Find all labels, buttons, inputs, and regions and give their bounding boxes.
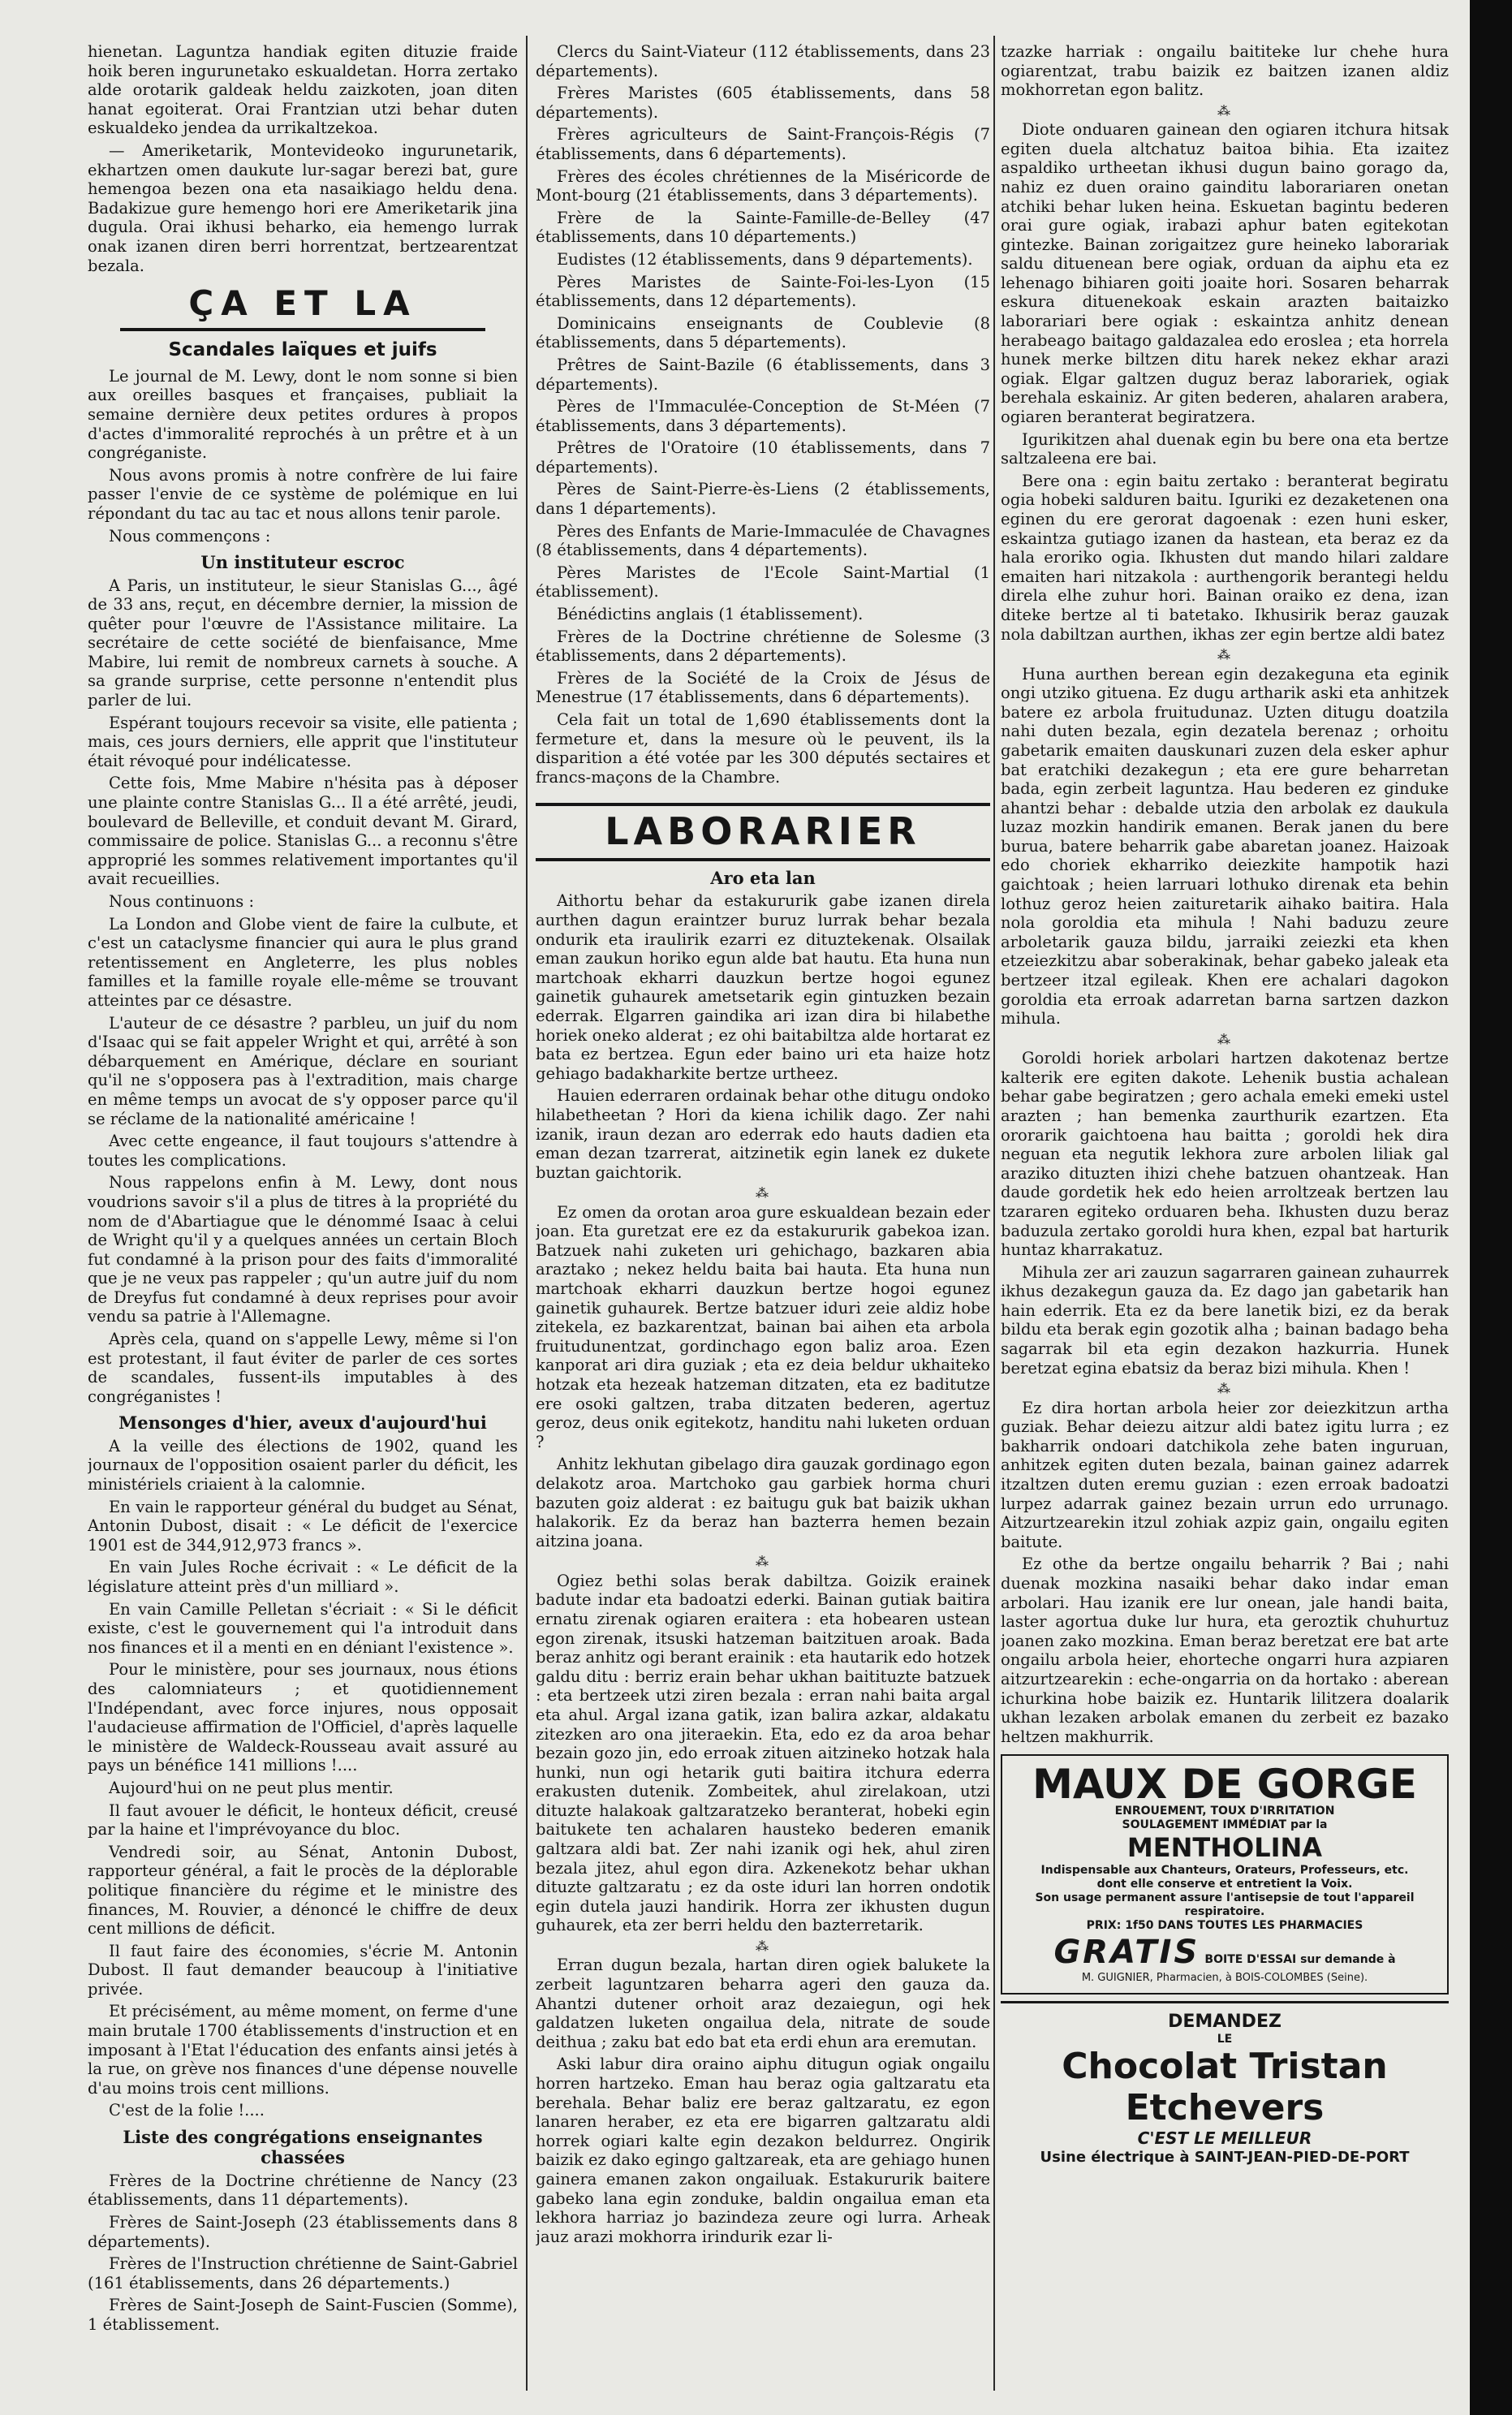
ad-text: BOITE D'ESSAI sur demande à: [1204, 1952, 1396, 1966]
paragraph: Il faut avouer le déficit, le honteux déficit, creusé par la haine et l'imprévoyance du bloc.: [88, 1800, 518, 1839]
paragraph: hienetan. Laguntza handiak egiten dituzie fraide hoik beren ingurunetako eskualdetan. Horra zertako alde orotarik galdeak heldu zaizkoten, joan diten hanat egoiterat. Orai Frantzian utzi behar duten eskualdeko jendea da urrikaltzekoa.: [88, 42, 518, 138]
list-item: Frères de la Société de la Croix de Jésus de Menestrue (17 établissements, dans 6 départements).: [536, 668, 990, 707]
paragraph: L'auteur de ce désastre ? parbleu, un juif du nom d'Isaac qui se fait appeler Wright et qui, arrêté à son débarquement en Amérique, déclare en souriant qu'il ne s'opposera pas à l'extradition, mais charge en même temps un avocat de s'y opposer parce qu'il se réclame de la nationalité américaine !: [88, 1013, 518, 1128]
paragraph: Hauien ederraren ordainak behar othe ditugu ondoko hilabetheetan ? Hori da kiena ichilik dago. Zer nahi izanik, iraun dezan aro ederrak edo hauts dadien eta eman dezan tzarrerat, aitzinetik egin lanek ez dukete buztan gaichtorik.: [536, 1086, 990, 1182]
ad-address: Usine électrique à SAINT-JEAN-PIED-DE-PORT: [1040, 2148, 1410, 2166]
list-item: Frère de la Sainte-Famille-de-Belley (47 établissements, dans 10 départements.): [536, 208, 990, 247]
rubric-bar: [120, 328, 485, 331]
ad-text: Son usage permanent assure l'antisepsie de tout l'appareil respiratoire.: [1035, 1891, 1415, 1918]
column-left: [88, 42, 518, 2391]
paragraph: Huna aurthen berean egin dezakeguna eta eginik ongi utziko gituena. Ez dugu artharik aski eta anhitzek batere ez arbola fruitudunaz. Uzten ditugu doatzila nahi duten bezala, egin dezatela berenaz ; orhoitu gabetarik emaiten dauskunari zuzen dela esker aphur bat eratchiki dezakegun ; eta ere gure beharretan bada, egin zerbeit laguntza. Hau bederen ez ginduke ahantzi behar : debalde utzia den arbolak ez daukula luzaz mozkin handirik emanen. Berak janen du bere burua, batere beharrik gabe abaretan joanez. Haizoak edo choriek ekharriko deiezkite hampotik hazi gaichtoak ; heien larruari lothuko direnak eta behin lothuz geroz heien zaituretarik aihako baitira. Hala nola goroldia eta mihula ! Nahi baduzu zeure arboletarik gauza bildu, jarraiki zeiezki eta khen etzeiezkitzu abar soberakinak, behar gabeko jaleak eta bertzeer itzal egileak. Khen ere achalari dagokon goroldia eta erroak adarretan barna sartzen dazkon mihula.: [1001, 664, 1449, 1029]
list-item: Bénédictins anglais (1 établissement).: [557, 605, 864, 624]
list-item: Frères de Saint-Joseph (23 établissements dans 8 départements).: [88, 2213, 518, 2251]
asterism-icon: ⁂: [1217, 1381, 1232, 1397]
paragraph: Et précisément, au même moment, on ferme d'une main brutale 1700 établissements d'instruction et en imposant à l'Etat l'éducation des enfants ainsi jetés à la rue, on grève nos finances d'une dépense nouvelle d'au moins trois cent millions.: [88, 2002, 518, 2098]
advertisement-mentholina: [1001, 1754, 1449, 1994]
asterism-icon: ⁂: [756, 1185, 770, 1201]
list-item: Clercs du Saint-Viateur (112 établissements, dans 23 départements).: [536, 42, 990, 80]
list-item: Pères Maristes de Sainte-Foi-les-Lyon (15 établissements, dans 12 départements).: [536, 272, 990, 311]
paragraph: En vain Jules Roche écrivait : « Le déficit de la législature atteint près d'un milliard ».: [88, 1558, 518, 1597]
list-item: Frères agriculteurs de Saint-François-Régis (7 établissements, dans 6 départements).: [536, 125, 990, 163]
paragraph: Aithortu behar da estakururik gabe izanen direla aurthen dagun eraintzer buruz lurrak behar bezala ondurik eta iraulirik ezarri ez dituztekenak. Olsailak eman zaukun horiko egun alde bat hautu. Eta huna nun martchoak ekharri dauzkun bertze hogoi egunez gainetik guhaurek ametsetarik egin gintuzken bezain ederrak. Elgarren gaindika ari izan dira bi hilabethe horiek oneko alderat ; ez ohi baitabiltza alde hortarat ez bata ez bertzea. Egun eder baino uri eta haize hotz gehiago badakharkite bertze urtheez.: [536, 891, 990, 1083]
paragraph: Nous commençons :: [109, 526, 271, 546]
list-item: Frères Maristes (605 établissements, dans 58 départements).: [536, 84, 990, 122]
paragraph: Cela fait un total de 1,690 établissements dont la fermeture et, dans la mesure où le peuvent, ils la disparition a été votée par les 300 députés sectaires et francs-maçons de la Chambre.: [536, 710, 990, 787]
paragraph: Diote onduaren gainean den ogiaren itchura hitsak egiten duela altchatuz baitoa bihia. Eta izaitez aspaldiko urtheetan ikhusi dugun baino gorago da, nahiz ez duen oraino gainditu laborariaren onetan atchiki behar luken heina. Eskuetan bagintu bederen orai gure ogiak, irabazi aphur baten egitekotan gintezke. Bainan zorigaitzez gure heineko laborariak saldu dituenean bere ogiak, orduan da aiphu eta ez lehenago bihiaren goiti joaite hori. Sosaren beharrak eskura dituenekoak eskain arazten baitaizko laborariari bere ogiak : eskaintza anhitz denean herabeago baitago galdazalea edo eroslea ; eta horrela hunek merke biltzen ditu harek nekez ekhar arazi ogiak. Elgar galtzen duguz beraz laborariek, ogiak berehala eskainiz. Ar giten bederen, ahalaren arabera, ogiaren beranterat begiratzera.: [1001, 120, 1449, 427]
ad-text: Indispensable aux Chanteurs, Orateurs, Professeurs, etc.: [1040, 1863, 1409, 1877]
list-item: Pères de Saint-Pierre-ès-Liens (2 établissements, dans 1 départements).: [536, 480, 990, 519]
section-heading: Aro eta lan: [710, 868, 816, 889]
section-heading: Liste des congrégations enseignantes chassées: [123, 2127, 483, 2168]
column-right: [1001, 42, 1449, 2391]
paragraph: C'est de la folie !....: [109, 2101, 265, 2120]
paragraph: Ez othe da bertze ongailu beharrik ? Bai ; nahi duenak mozkina nasaiki behar dako indar eman arbolari. Hau izanik ere lur onean, jale handi baita, laster agortua duke lur hura, eta geroztik chuhurtuz joanen zako mozkina. Eman beraz beretzat ere bat arte ongailu arbola heier, ehorteche ongarri hura azpiaren aitzurtzearekin : eche-ongarria on da hortako : aberean ichurkina hobe baizik ez. Huntarik lilitzera doalarik ukhan lezaken arbolak emanen du zerbeit ez bazako heltzen makhurrik.: [1001, 1555, 1449, 1746]
rubric-text: ÇA ET LA: [188, 283, 417, 324]
paragraph: Anhitz lekhutan gibelago dira gauzak gordinago egon delakotz aroa. Martchoko gau garbiek horma churi bazuten goiz alderat : ez baitugu guk bat baizik ukhan halakorik. Ez da beraz han bazterra hemen bezain aitzina joana.: [536, 1455, 990, 1550]
paragraph: Goroldi horiek arbolari hartzen dakotenaz bertze kalterik ere egiten dakote. Lehenik bustia achalean behar gabe begiratzen ; gero achala emeki emeki ustel arazten ; han bemenka zaurthurik ezartzen. Eta ororarik gaichtoena hau baitta ; goroldi hek dira neguan eta negutik lekhora zure arbolen liliak gal araziko dituzten ihizi chehe batzuen ohantzeak. Han daude gordetik hek edo heien arroltzeak bertzen lau tzararen egiteko orduaren beha. Ikhusten duzu beraz baduzula zertako goroldi hura khen, ezpal bat harturik huntaz kharrakatuz.: [1001, 1049, 1449, 1260]
paragraph: Le journal de M. Lewy, dont le nom sonne si bien aux oreilles basques et françaises, publiait la semaine dernière deux petites ordures à propos d'actes d'immoralité reprochés à un prêtre et à un congréganiste.: [88, 366, 518, 463]
paragraph: Il faut faire des économies, s'écrie M. Antonin Dubost. Il faut demander beaucoup à l'initiative privée.: [88, 1941, 518, 1999]
list-item: Dominicains enseignants de Coublevie (8 établissements, dans 5 départements).: [536, 313, 990, 352]
asterism-icon: ⁂: [1217, 102, 1232, 119]
paragraph: Espérant toujours recevoir sa visite, elle patienta ; mais, ces jours derniers, elle apprit que l'instituteur était révoqué pour indélicatesse.: [88, 713, 518, 770]
column-rule: [993, 36, 995, 2391]
paragraph: Aski labur dira oraino aiphu ditugun ogiak ongailu horren hartzeko. Eman hau beraz ogia galtzaratu eta berehala. Behar baliz ere beraz galtzaratu, ez egon lanaren heraber, ez eta ere bigarren galtzaratu aldi horrek ogiari kalte egin dezakon beldurrez. Ongirik baizik ez dako egingo galtzareak, eta are gehiago hunen gainera emanen zakon ongailuak. Estakururik baitere gabeko lana egin zonduke, baldin ongailua eman eta lekhora harriaz jo bazindeza zeure ogi lurra. Arheak jauz arazi mokhorra irindurik ezar li-: [536, 2055, 990, 2246]
asterism-icon: ⁂: [1217, 647, 1232, 663]
ad-text: ENROUEMENT, TOUX D'IRRITATION: [1114, 1805, 1335, 1818]
paragraph: Ogiez bethi solas berak dabiltza. Goizik erainek badute indar eta badoatzi ederki. Bainan gutiak baitira ernatu zirenak ogiaren eraitera : eta hobearen ustean egon zirenak, itsuski hatzeman baitzituen aroak. Bada beraz anhitz ogi berant erainik : eta hautarik edo hotzek galdu ditu : berriz erain behar ukhan baitituzte batzuek : eta bertzeek utzi ziren bezala : erran nahi baita argal eta ahul. Argal izana gatik, izan balira azkar, aldakatu zitezken aro ona jiteraekin. Eta, edo ez da aroa behar bezain gozo jin, edo erroak zituen aitzineko hotzak hala hunki, nun ogi hetarik guti baitira itchura ederra erakusten dutenik. Zombeitek, ahul zirelakoan, utzi dituzte halakoak galtzaratzeko beranterat, hobeki egin baitukete ten achalaren hausteko bederen emanik galtzara aldi bat. Zer nahi izanik ogi hek, ahul ziren bezala jitez, ahul egon dira. Azkenekotz behar ukhan dituzte galtzaratu ; ez da oste iduri lan horren ondotik egin dutela jauzi handirik. Horra zer ikhusten dugun guhaurek, eta zer berri heldu den bazterretarik.: [536, 1571, 990, 1935]
section-heading: Mensonges d'hier, aveux d'aujourd'hui: [118, 1412, 487, 1434]
ad-gratis: GRATIS: [1053, 1933, 1200, 1971]
paragraph: Bere ona : egin baitu zertako : beranterat begiratu ogia hobeki salduren baitu. Iguriki ez dezaketenen ona eginen du ere gerorat dagoenak : ezen huni esker, eskaintza gutiago izanen da hastean, eta beraz ez da hala eroriko ogia. Ikhusten dut mando hilari zaldare emaiten hari nitzakola : aurthengorik berantegi heldu direla elhe zuhur hori. Bainan oraiko ez dena, izan diteke bertze al ti batetako. Ikhusirik beraz gauzak nola dabiltzan aurthen, ikhas zer egin bertze aldi batez: [1001, 471, 1449, 644]
paragraph: La London and Globe vient de faire la culbute, et c'est un cataclysme financier qui aura le plus grand retentissement en Angleterre, les plus nobles familles et la famille royale elle-même se trouvant atteintes par ce désastre.: [88, 914, 518, 1010]
list-item: Frères de la Doctrine chrétienne de Solesme (3 établissements, dans 2 départements).: [536, 627, 990, 666]
ad-headline: MAUX DE GORGE: [1032, 1761, 1417, 1809]
paragraph: A Paris, un instituteur, le sieur Stanislas G..., âgé de 33 ans, reçut, en décembre dernier, la mission de quêter pour l'œuvre de l'Assistance militaire. La secrétaire de cette société de bienfaisance, Mme Mabire, lui remit de nombreux carnets à souche. A sa grande surprise, cette personne n'entendit plus parler de lui.: [88, 576, 518, 710]
paragraph: Après cela, quand on s'appelle Lewy, même si l'on est protestant, il faut éviter de parler de ces sortes de scandales, fussent-ils imputables à des congréganistes !: [88, 1330, 518, 1406]
paragraph: Mihula zer ari zauzun sagarraren gainean zuhaurrek ikhus dezakegun gauza da. Ez dago jan gabetarik han hain ederrik. Eta ez da bere lanetik bizi, ez da berak bildu eta berak egin gozotik alha ; bainan badago beha sagarrak bil eta egin dezakon hazkurria. Hunek beretzat egina ebatsiz da beraz bizi mihula. Khen !: [1001, 1262, 1449, 1378]
paragraph: Vendredi soir, au Sénat, Antonin Dubost, rapporteur général, a fait le procès de la déplorable politique financière du régime et le ministre des finances, M. Rouvier, a dénoncé le chiffre de deux cent millions de déficit.: [88, 1842, 518, 1938]
list-item: Prêtres de Saint-Bazile (6 établissements, dans 3 départements).: [536, 355, 990, 394]
paragraph: A la veille des élections de 1902, quand les journaux de l'opposition osaient parler du déficit, les ministériels criaient à la calomnie.: [88, 1436, 518, 1494]
ad-price: PRIX: 1f50 DANS TOUTES LES PHARMACIES: [1086, 1918, 1363, 1932]
ad-text: dont elle conserve et entretient la Voix.: [1096, 1877, 1353, 1891]
article-title: Scandales laïques et juifs: [168, 339, 437, 360]
column-rule: [526, 36, 528, 2391]
paragraph: Igurikitzen ahal duenak egin bu bere ona eta bertze saltzaleena ere bai.: [1001, 429, 1449, 468]
ad-text: DEMANDEZ: [1168, 2011, 1282, 2032]
list-item: Pères de l'Immaculée-Conception de St-Méen (7 établissements, dans 3 départements).: [536, 397, 990, 435]
paragraph: En vain Camille Pelletan s'écriait : « Si le déficit existe, c'est le gouvernement qui l'a introduit dans nos finances et il a menti en en déniant l'existence ».: [88, 1599, 518, 1657]
asterism-icon: ⁂: [756, 1938, 770, 1955]
paragraph: Nous continuons :: [109, 892, 255, 912]
paragraph: Erran dugun bezala, hartan diren ogiek balukete la zerbeit laguntzaren beharra ageri den gauza da. Ahantzi dutener orhoit araz dezaiegun, ogi hek galdatzen luketen ongailua dela, nitrate de soude deithua ; zaku bat edo bat eta erdi ehun ara eremutan.: [536, 1956, 990, 2051]
paragraph: Aujourd'hui on ne peut plus mentir.: [109, 1778, 394, 1797]
page-edge: [1470, 0, 1512, 2415]
list-item: Frères de l'Instruction chrétienne de Saint-Gabriel (161 établissements, dans 26 départements.): [88, 2254, 518, 2292]
asterism-icon: ⁂: [756, 1554, 770, 1570]
ad-gratis-row: [1009, 1933, 1441, 1972]
paragraph: — Ameriketarik, Montevideoko ingurunetarik, ekhartzen omen daukute lur-sagar berezi bat, gure hemengoa bezen ona eta nasaikiago heldu dena. Badakizue gure hemengo hori ere Ameriketarik jina dugula. Orai ikhusi beharko, eia hemengo lurrak onak izanen diren berri horrentzat, bertzearentzat bezala.: [88, 140, 518, 275]
paragraph: Cette fois, Mme Mabire n'hésita pas à déposer une plainte contre Stanislas G... Il a été arrêté, jeudi, boulevard de Belleville, et conduit devant M. Girard, commissaire de police. Stanislas G... a reconnu s'être approprié les sommes relativement importantes qu'il avait recueillies.: [88, 774, 518, 889]
paragraph: Nous avons promis à notre confrère de lui faire passer l'envie de ce système de polémique en lui répondant du tac au tac et nous allons tenir parole.: [88, 465, 518, 523]
list-item: Prêtres de l'Oratoire (10 établissements, dans 7 départements).: [536, 438, 990, 477]
paragraph: Ez omen da orotan aroa gure eskualdean bezain eder joan. Eta guretzat ere ez da estakururik gabekoa izan. Batzuek nahi zuketen uri gehichago, bazkaren abia araztako ; nekez heldu baita bai hauta. Eta huna nun martchoak ekharri dauzkun bertze hogoi egunez gainetik guhaurek. Bertze batzuer iduri zeie aldiz hobe zitekela, ez bazkarentzat, bainan bai aihen eta arbola fruitudunentzat, gordinchago egon baliz aroa. Ezen kanporat ari dira guziak ; eta ez deia beldur ukhaiteko hotzak eta hezeak hatzeman ditzaten, eta ez baditutze ere osoki galtzen, traba ditzaten bederen, agertuz geroz, deus onik egitekotz, handitu nahi luketen orduan ?: [536, 1202, 990, 1451]
asterism-icon: ⁂: [1217, 1031, 1232, 1047]
ad-product-name: Chocolat Tristan Etchevers: [1062, 2046, 1388, 2128]
paragraph: Ez dira hortan arbola heier zor deiezkitzun artha guziak. Behar deiezu aitzur aldi batez igitu lurra ; ez bakharrik ondoari datchikola zehe baten inguruan, anhitzek egiten duten bezala, bainan gainez adarrek itzaltzen duten eremu guzian : ezen erroak badoatzi lurpez adarrak gainez bezain urrun edo urrunago. Aitzurtzearekin itzul zohiak azpiz gain, ongailu egiten baitute.: [1001, 1398, 1449, 1551]
paragraph: Avec cette engeance, il faut toujours s'attendre à toutes les complications.: [88, 1132, 518, 1170]
list-item: Eudistes (12 établissements, dans 9 départements).: [557, 249, 973, 269]
ad-text: SOULAGEMENT IMMÉDIAT par la: [1122, 1818, 1328, 1832]
ad-product-name: MENTHOLINA: [1126, 1832, 1323, 1864]
list-item: Pères Maristes de l'Ecole Saint-Martial (1 établissement).: [536, 563, 990, 602]
ad-address: M. GUIGNIER, Pharmacien, à BOIS-COLOMBES (Seine).: [1081, 1971, 1368, 1984]
list-item: Pères des Enfants de Marie-Immaculée de Chavagnes (8 établissements, dans 4 départements).: [536, 521, 990, 560]
paragraph: Nous rappelons enfin à M. Lewy, dont nous voudrions savoir s'il a plus de titres à la propriété du nom de d'Abartiague que le dénommé Isaac à celui de Wright qu'il y a quelques années un certain Bloch fut condamné à la prison pour des faits d'immoralité que je ne veux pas rappeler ; qu'un autre juif du nom de Dreyfus fut condamné à deux reprises pour avoir vendu sa patrie à l'Allemagne.: [88, 1173, 518, 1326]
list-item: Frères de la Doctrine chrétienne de Nancy (23 établissements, dans 11 départements).: [88, 2171, 518, 2210]
rubric-title: [88, 283, 518, 331]
paragraph: tzazke harriak : ongailu baititeke lur chehe hura ogiarentzat, trabu baizik ez baitzen izanen aldiz mokhorretan egon balitz.: [1001, 42, 1449, 100]
paragraph: En vain le rapporteur général du budget au Sénat, Antonin Dubost, disait : « Le déficit de l'exercice 1901 est de 344,912,973 francs ».: [88, 1497, 518, 1555]
list-item: Frères de Saint-Joseph de Saint-Fuscien (Somme), 1 établissement.: [88, 2296, 518, 2335]
ad-text: LE: [1217, 2033, 1233, 2046]
ad-slogan: C'EST LE MEILLEUR: [1137, 2128, 1312, 2149]
paragraph: Pour le ministère, pour ses journaux, nous étions des calomniateurs ; et quotidiennement l'Indépendant, avec force injures, nous opposait l'audacieuse affirmation de l'Officiel, d'après laquelle le ministère de Waldeck-Rousseau avait assuré au pays un bénéfice 141 millions !....: [88, 1660, 518, 1775]
section-heading: Un instituteur escroc: [200, 552, 405, 573]
column-middle: [536, 42, 990, 2391]
section-banner: LABORARIER: [536, 803, 990, 861]
list-item: Frères des écoles chrétiennes de la Miséricorde de Mont-bourg (21 établissements, dans 3 départements).: [536, 166, 990, 205]
advertisement-chocolat: [1001, 2001, 1449, 2167]
